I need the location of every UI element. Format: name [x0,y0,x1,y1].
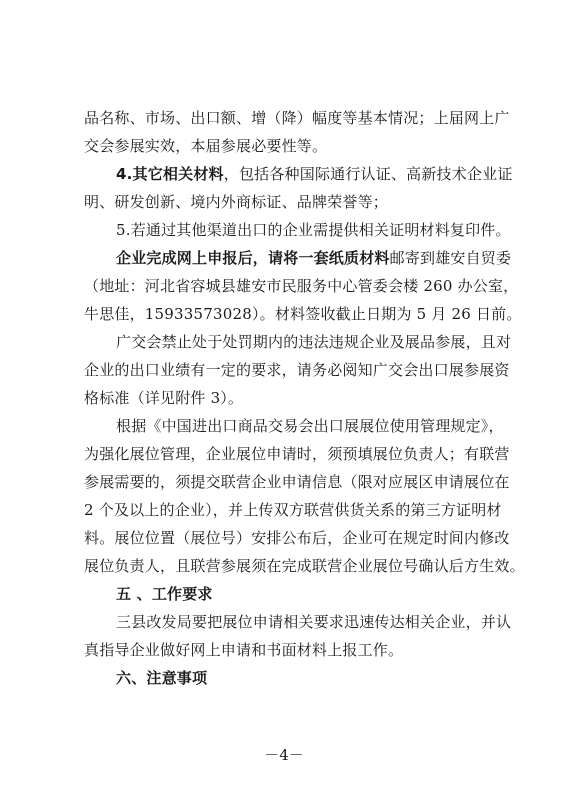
paragraph-line: 企业的出口业绩有一定的要求，请务必阅知广交会出口展参展资 [84,361,510,379]
section-heading: 五 、工作要求 [116,585,213,603]
paragraph-line: 三县改发局要把展位申请相关要求迅速传达相关企业，并认 [116,613,512,631]
paragraph-line: 根据《中国进出口商品交易会出口展展位使用管理规定》， [116,417,504,435]
paragraph-text: ，包括各种国际通行认证、高新技术企业证 [223,165,513,183]
paragraph-line [116,164,513,184]
paragraph-line: 5.若通过其他渠道出口的企业需提供相关证明材料复印件。 [116,221,511,239]
paragraph-line: 为强化展位管理，企业展位申请时，须预填展位负责人；有联营 [84,445,510,463]
paragraph-line: 料。展位位置（展位号）安排公布后，企业可在规定时间内修改 [84,529,510,547]
paragraph-line: 明、研发创新、境内外商标证、品牌荣誉等； [84,193,389,211]
paragraph-line: 交会参展实效，本届参展必要性等。 [84,137,328,155]
section-heading: 六、注意事项 [116,669,208,687]
paragraph-line: 2 个及以上的企业），并上传双方联营供货关系的第三方证明材 [84,501,502,519]
bold-term: 4.其它相关材料 [116,165,224,183]
paragraph-line: 广交会禁止处于处罚期内的违法违规企业及展品参展，且对 [116,333,512,351]
paragraph-line: 品名称、市场、出口额、增（降）幅度等基本情况；上届网上广 [84,109,510,127]
page-number: －4－ [264,746,304,764]
paragraph-line: 参展需要的，须提交联营企业申请信息（限对应展区申请展位在 [84,473,510,491]
paragraph-line: 牛思佳，15933573028）。材料签收截止日期为 5 月 26 日前。 [84,305,522,323]
paragraph-text: 邮寄到雄安自贸委 [389,249,512,267]
bold-instruction: 企业完成网上申报后，请将一套纸质材料 [116,249,390,267]
paragraph-line: 格标准（详见附件 3）。 [84,389,244,407]
paragraph-line [116,248,511,268]
paragraph-line: 真指导企业做好网上申请和书面材料上报工作。 [84,641,404,659]
paragraph-line: 展位负责人，且联营参展须在完成联营企业展位号确认后方生效。 [84,557,525,575]
paragraph-line: （地址：河北省容城县雄安市民服务中心管委会楼 260 办公室， [84,277,519,295]
